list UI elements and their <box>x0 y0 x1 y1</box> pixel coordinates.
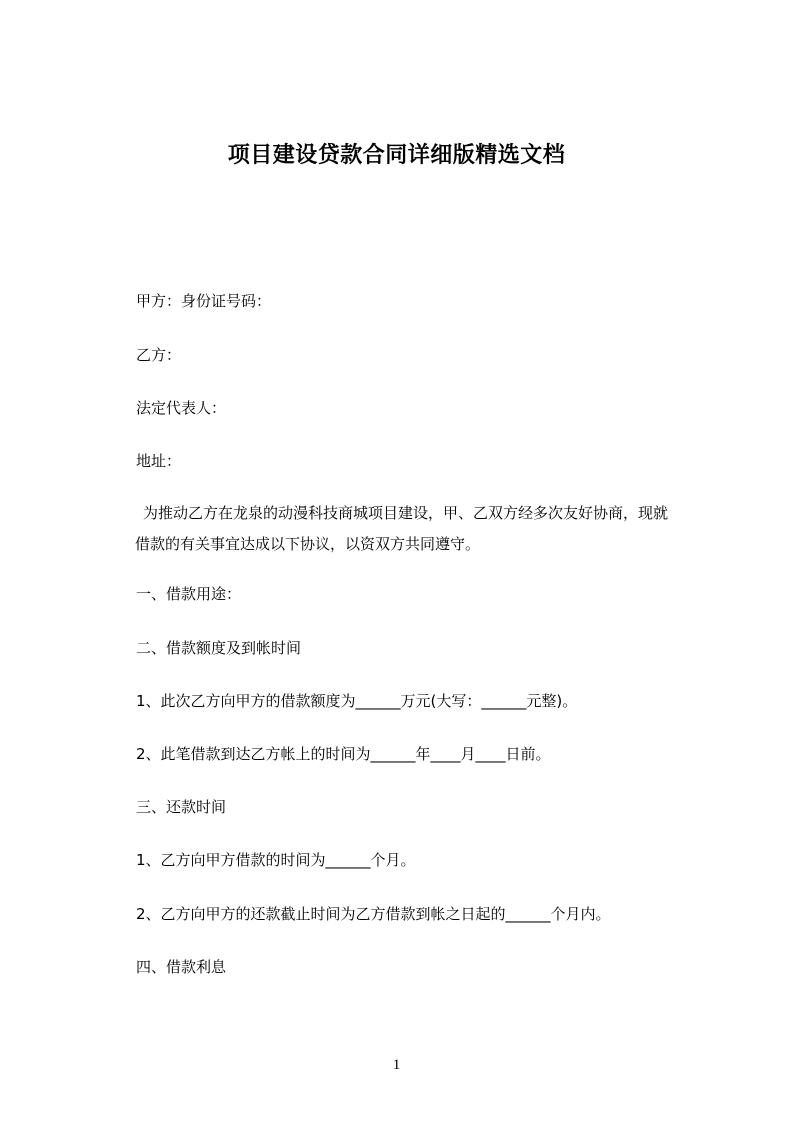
section-4-heading: 四、借款利息 <box>136 958 227 976</box>
section-3-item-2: 2、乙方向甲方的还款截止时间为乙方借款到帐之日起的______个月内。 <box>136 905 611 923</box>
section-2-item-2: 2、此笔借款到达乙方帐上的时间为______年____月____日前。 <box>136 745 551 763</box>
intro-paragraph-line-2: 借款的有关事宜达成以下协议，以资双方共同遵守。 <box>135 535 481 553</box>
section-2-item-1: 1、此次乙方向甲方的借款额度为______万元(大写：______元整)。 <box>136 692 578 710</box>
legal-representative-line: 法定代表人： <box>136 399 227 417</box>
section-3-item-1: 1、乙方向甲方借款的时间为______个月。 <box>136 851 416 869</box>
party-a-line: 甲方：身份证号码： <box>136 292 272 310</box>
intro-paragraph <box>136 498 714 560</box>
document-title: 项目建设贷款合同详细版精选文档 <box>227 143 566 168</box>
intro-paragraph-line-1: 为推动乙方在龙泉的动漫科技商城项目建设，甲、乙双方经多次友好协商，现就 <box>143 504 669 522</box>
section-1-heading: 一、借款用途： <box>136 585 242 603</box>
section-2-heading: 二、借款额度及到帐时间 <box>136 639 302 657</box>
address-line: 地址： <box>136 452 182 470</box>
party-b-line: 乙方： <box>136 346 182 364</box>
page-number: 1 <box>392 1057 401 1073</box>
section-3-heading: 三、还款时间 <box>136 798 227 816</box>
